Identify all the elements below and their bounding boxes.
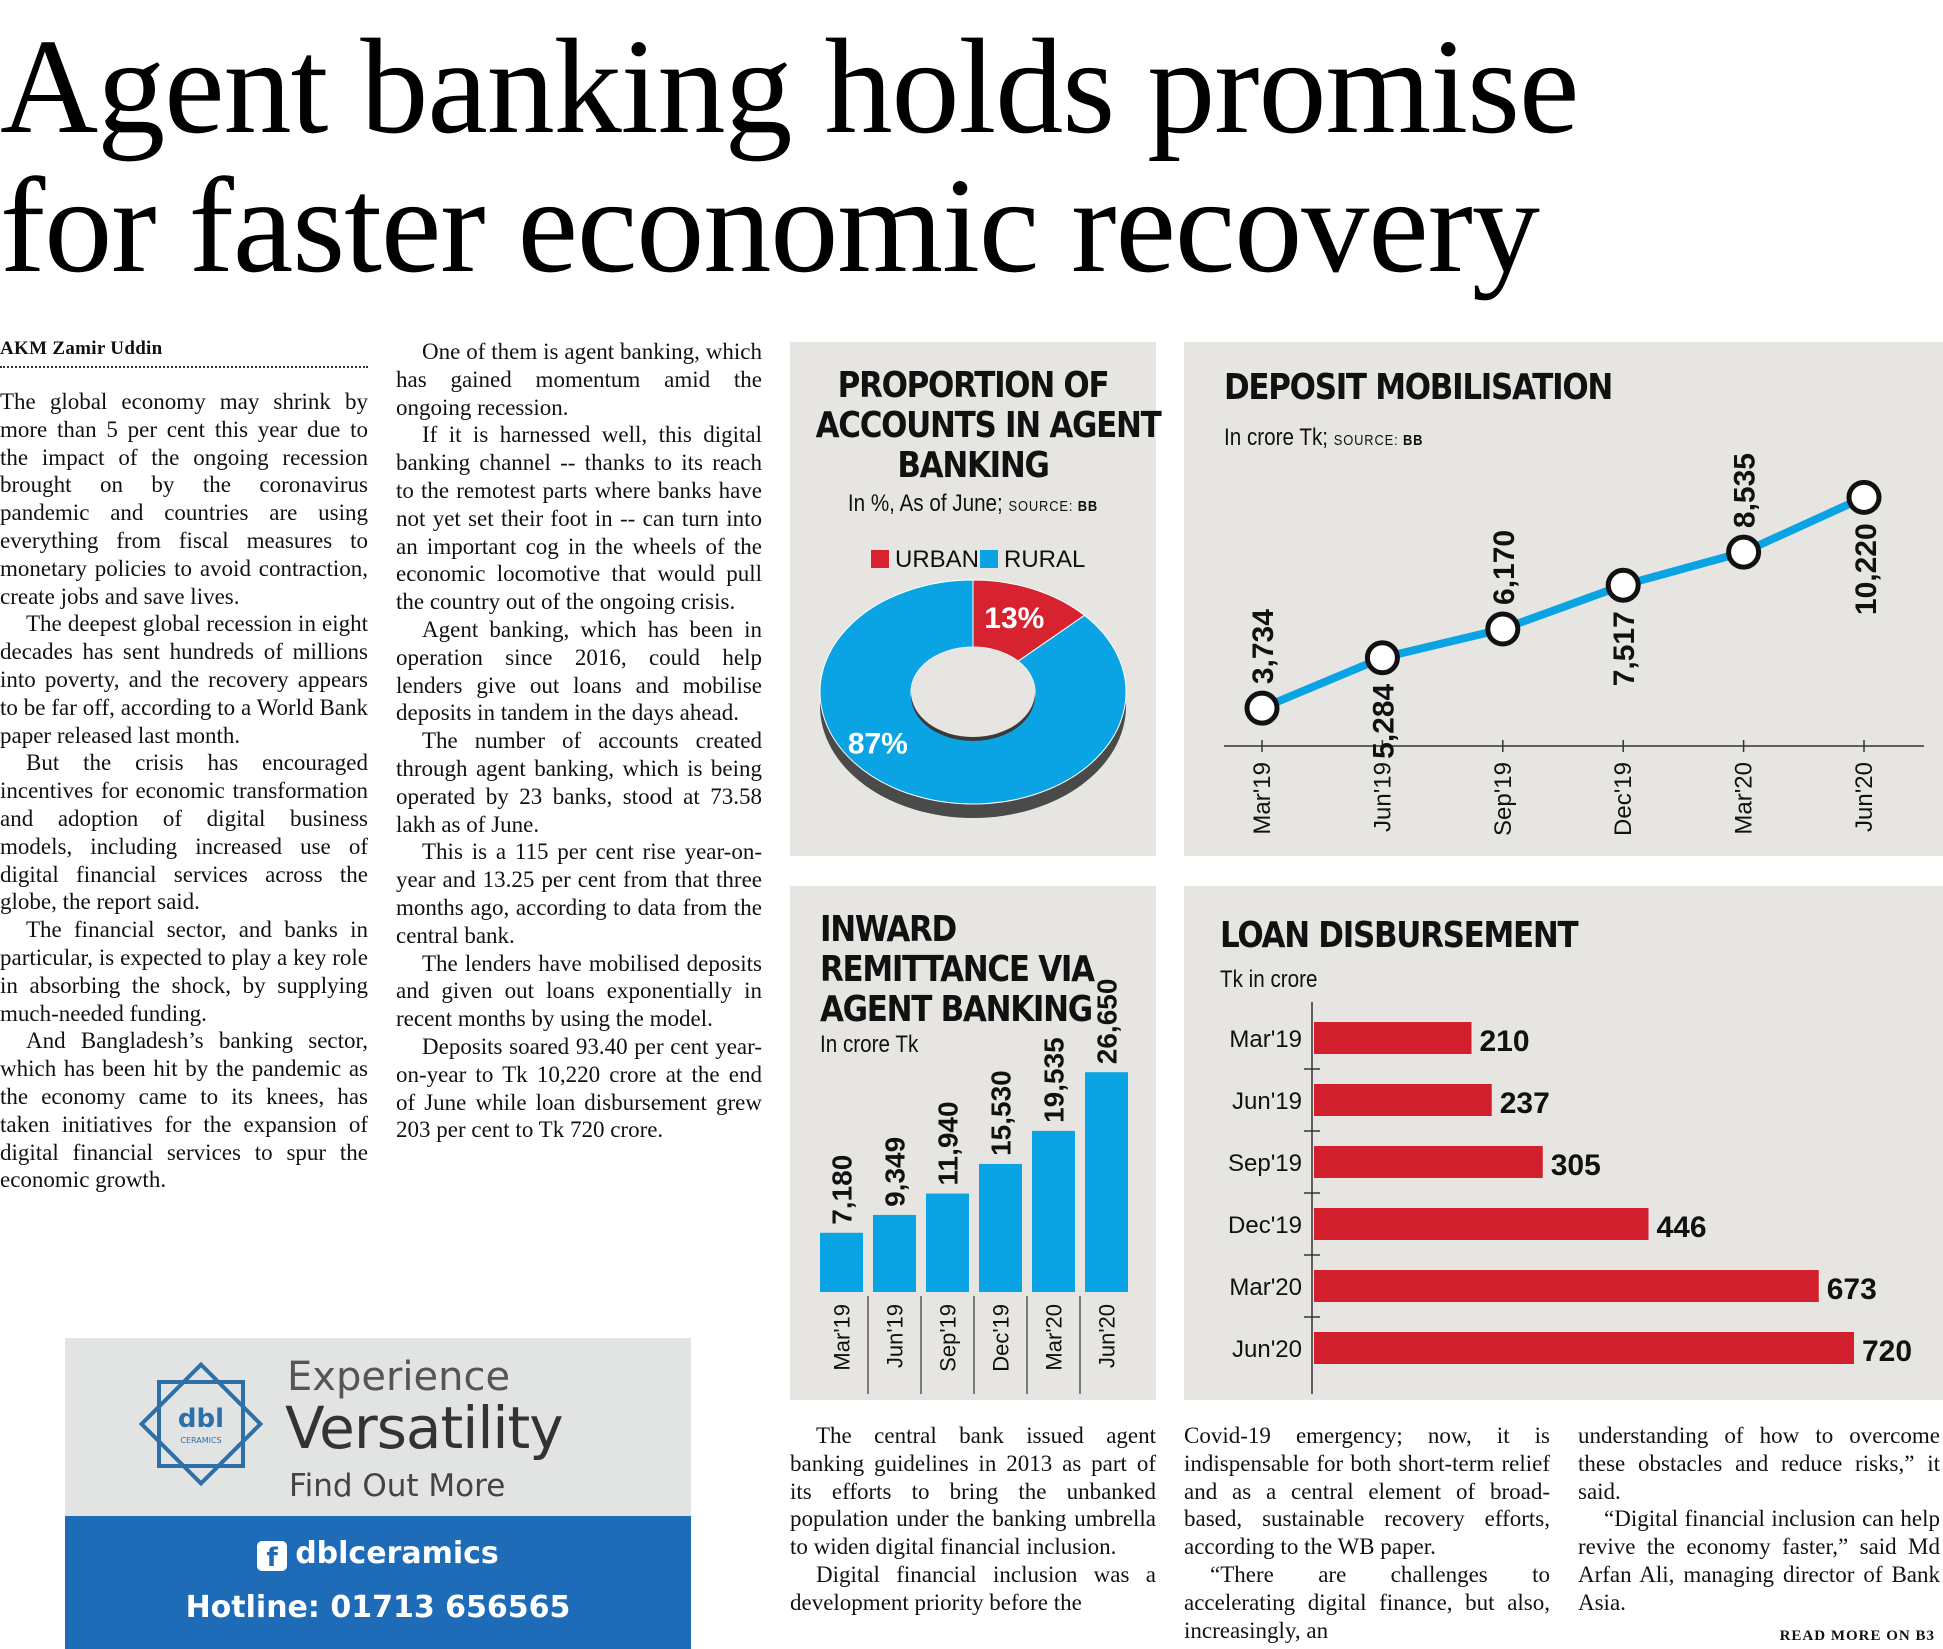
loan-y-label: Sep'19 [1228,1150,1302,1177]
ad-social-handle: dblceramics [295,1536,499,1571]
paragraph: The number of accounts created through agent banking, which is being operated by 23 banks, stood at 73.58 lakh as of June. [396,728,762,837]
ad-line-experience: Experience [287,1354,511,1400]
loan-value-label: 237 [1499,1087,1550,1120]
remittance-value-label: 7,180 [826,1154,858,1225]
loan-subtitle: Tk in crore [1220,966,1318,993]
remittance-bar [1085,1072,1128,1292]
remittance-value-label: 15,530 [985,1070,1017,1156]
deposit-x-label: Dec'19 [1610,762,1638,836]
remittance-bar [926,1194,969,1292]
remittance-value-label: 19,535 [1038,1037,1070,1123]
article-column-3 [790,1422,1156,1617]
paragraph: Agent banking, which has been in operation since 2016, could help lenders give out loans and mobilise deposits in tandem in the days ahead. [396,616,762,726]
loan-chart-panel [1184,886,1943,1400]
loan-y-label: Mar'20 [1229,1274,1302,1301]
donut-hole [911,647,1035,737]
remittance-value-label: 9,349 [879,1136,911,1207]
article-column-1 [0,388,368,1194]
legend-label-urban: URBAN [895,546,980,573]
deposit-x-label: Jun'20 [1851,762,1878,832]
deposit-point [1729,537,1759,567]
deposit-x-label: Mar'20 [1730,762,1758,835]
remittance-value-label: 11,940 [932,1101,964,1186]
remittance-x-label: Mar'20 [1041,1304,1067,1371]
legend-swatch-rural [980,550,998,568]
headline-line-1: Agent banking holds promise [0,12,1579,162]
loan-value-label: 673 [1826,1273,1877,1306]
deposit-point [1488,614,1518,644]
remittance-x-label: Mar'19 [829,1304,855,1371]
deposit-value-label: 7,517 [1608,611,1642,687]
loan-bar-chart [1184,886,1943,1400]
pie-label-urban: 13% [984,601,1045,635]
loan-bar [1314,1332,1854,1364]
ad-logo-subtext: CERAMICS [180,1436,222,1445]
loan-bar [1314,1084,1492,1116]
paragraph: Covid-19 emergency; now, it is indispensable for both short-term relief and as a central element of broad-based, sustainable recovery efforts, according to the WB paper. [1184,1423,1550,1560]
deposit-value-label: 6,170 [1487,529,1521,605]
remittance-bar [873,1215,916,1292]
paragraph: “There are challenges to accelerating digital finance, but also, increasingly, an [1184,1561,1550,1643]
deposit-point [1849,482,1879,512]
pie-chart-title [790,365,1161,486]
remittance-x-label: Jun'20 [1094,1304,1120,1369]
loan-value-label: 720 [1862,1335,1913,1368]
legend-swatch-urban [871,550,889,568]
loan-bar [1314,1146,1543,1178]
loan-y-label: Jun'20 [1232,1336,1302,1363]
loan-bar [1314,1270,1819,1302]
headline [0,12,1943,301]
headline-line-2: for faster economic recovery [0,151,1539,301]
paragraph: If it is harnessed well, this digital banking channel -- thanks to its reach to the remotest parts where banks have not yet set their foot in -- can turn into an important cog in the wheels of the economic locomotive that would pull the country out of the ongoing crisis. [396,422,762,615]
loan-value-label: 210 [1479,1025,1530,1058]
ad-hotline: Hotline: 01713 656565 [185,1590,571,1625]
pie-title-line-1: PROPORTION OF [837,365,1109,406]
remittance-bar [820,1233,863,1292]
paragraph: The global economy may shrink by more than 5 per cent this year due to the impact of the ongoing recession brought on by the coronavirus pandemic and countries are using everything from fiscal measures to monetary policies to avoid contraction, create jobs and save lives. [0,389,368,609]
deposit-line-chart [1184,342,1943,856]
paragraph: understanding of how to overcome these obstacles and reduce risks,” it said. [1578,1423,1940,1504]
article-column-4 [1184,1422,1550,1644]
deposit-value-label: 10,220 [1850,523,1883,616]
deposit-point [1608,570,1638,600]
deposit-point [1247,693,1277,723]
byline: AKM Zamir Uddin [0,338,368,368]
ad-contact-bar [65,1516,691,1649]
remittance-x-label: Dec'19 [988,1304,1014,1372]
deposit-chart-panel [1184,342,1943,856]
remittance-bar [979,1164,1022,1292]
paragraph: Deposits soared 93.40 per cent year-on-year to Tk 10,220 crore at the end of June while loan disbursement grew 203 per cent to Tk 720 crore. [396,1033,762,1143]
paragraph: This is a 115 per cent rise year-on-year and 13.25 per cent from that three months ago, according to data from the central bank. [396,839,762,948]
paragraph: One of them is agent banking, which has gained momentum amid the ongoing recession. [396,339,762,420]
ad-logo-text: dbl [177,1404,225,1434]
deposit-value-label: 8,535 [1728,453,1762,529]
deposit-x-label: Mar'19 [1249,762,1276,835]
paragraph: But the crisis has encouraged incentives for economic transformation and adoption of digital business models, including increased use of digital financial services across the globe, the report said. [0,750,368,915]
facebook-icon: f [257,1541,287,1571]
pie-subtitle [816,490,1131,518]
pie-title-line-3: BANKING [897,445,1049,486]
article-column-5 [1578,1422,1940,1617]
deposit-value-label: 5,284 [1367,683,1401,759]
loan-value-label: 446 [1656,1211,1707,1244]
paragraph: The central bank issued agent banking guidelines in 2013 as part of its efforts to bring the unbanked population under the banking umbrella to widen digital financial inclusion. [790,1423,1156,1560]
pie-title-line-2: ACCOUNTS IN AGENT [815,405,1161,446]
remittance-subtitle: In crore Tk [820,1031,919,1058]
read-more-link[interactable]: READ MORE ON B3 [1779,1628,1935,1644]
pie-chart-panel [790,342,1161,856]
paragraph: The deepest global recession in eight decades has sent hundreds of millions into poverty, and the recovery appears to be far off, according to a World Bank paper released last month. [0,611,368,748]
paragraph: And Bangladesh’s banking sector, which has been hit by the pandemic as the economy came to its knees, has taken initiatives for the expansion of digital financial services to spur the economic growth. [0,1028,368,1193]
remit-title-line-2: REMITTANCE VIA [820,949,1094,990]
deposit-x-label: Jun'19 [1369,762,1397,832]
ad-line-versatility: Versatility [285,1394,563,1462]
loan-y-label: Jun'19 [1232,1088,1302,1115]
deposit-chart-title: DEPOSIT MOBILISATION [1224,367,1612,408]
deposit-source: SOURCE: BB [1333,432,1424,449]
pie-chart [790,532,1156,856]
remittance-chart-panel [790,886,1156,1400]
paragraph: “Digital financial inclusion can help revive the economy faster,” said Md Arfan Ali, managing director of Bank Asia. [1578,1506,1940,1615]
remittance-bar-chart [790,886,1156,1400]
loan-y-label: Mar'19 [1229,1026,1302,1053]
loan-chart-title: LOAN DISBURSEMENT [1220,915,1578,956]
loan-y-label: Dec'19 [1228,1212,1302,1239]
loan-bar [1314,1022,1472,1054]
dbl-ceramics-ad[interactable] [65,1338,691,1649]
remittance-value-label: 26,650 [1091,978,1123,1065]
remittance-x-label: Jun'19 [882,1304,908,1369]
deposit-x-label: Sep'19 [1489,762,1517,836]
paragraph: Digital financial inclusion was a development priority before the [790,1561,1156,1615]
ad-top-area [65,1338,691,1516]
deposit-subtitle-text: In crore Tk; [1224,424,1329,451]
article-column-2 [396,338,762,1144]
pie-subtitle-text: In %, As of June; [847,490,1003,517]
remittance-bar [1032,1131,1075,1292]
pie-label-rural: 87% [847,727,908,761]
loan-value-label: 305 [1550,1149,1601,1182]
ad-line-find-out-more: Find Out More [289,1468,506,1504]
deposit-point [1367,643,1397,673]
paragraph: The lenders have mobilised deposits and given out loans exponentially in recent months by using the model. [396,950,762,1032]
remit-title-line-3: AGENT BANKING [820,989,1092,1030]
deposit-value-label: 3,734 [1247,609,1280,685]
loan-bar [1314,1208,1649,1240]
remit-title-line-1: INWARD [820,909,956,950]
remittance-x-label: Sep'19 [935,1304,961,1372]
paragraph: The financial sector, and banks in particular, is expected to play a key role in absorbing the shock, by supplying much-needed funding. [0,917,368,1026]
deposit-series-line [1262,497,1864,708]
pie-source: SOURCE: BB [1008,498,1099,515]
ad-social [65,1536,691,1571]
legend-label-rural: RURAL [1004,546,1086,573]
